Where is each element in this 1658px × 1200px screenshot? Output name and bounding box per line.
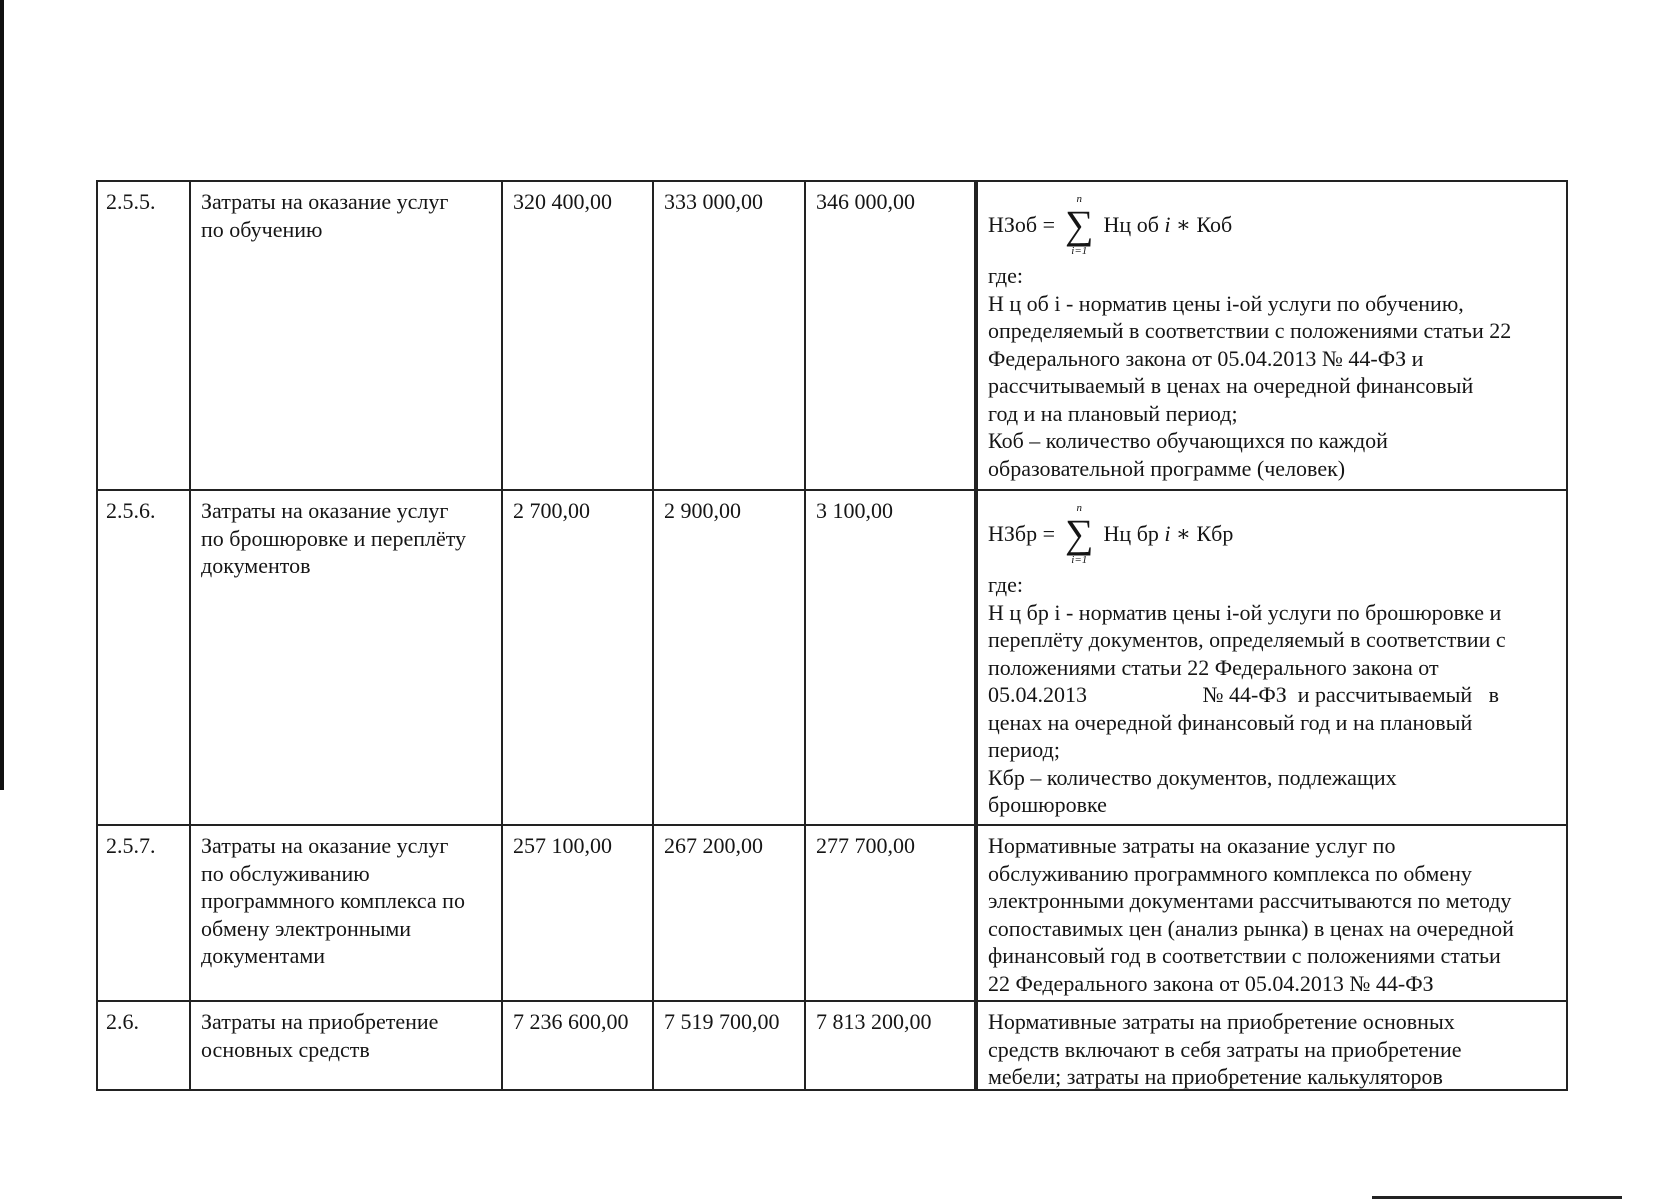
sum-sign bbox=[1065, 502, 1094, 566]
description-line: переплёту документов, определяемый в соответствии с bbox=[988, 627, 1506, 652]
value-year-1: 2 700,00 bbox=[503, 491, 654, 824]
value-year-1: 320 400,00 bbox=[503, 182, 654, 489]
description-line: брошюровке bbox=[988, 792, 1107, 817]
row-name-line: основных средств bbox=[201, 1036, 370, 1062]
description-line: Кбр – количество документов, подлежащих bbox=[988, 764, 1397, 790]
formula-term: Нц об bbox=[1103, 212, 1159, 238]
formula-term: Нц бр bbox=[1103, 521, 1159, 547]
formula-tail: ∗ Кбр bbox=[1176, 521, 1234, 547]
row-name bbox=[191, 491, 503, 824]
formula-right bbox=[1104, 211, 1233, 239]
description-line: Нормативные затраты на оказание услуг по bbox=[988, 833, 1396, 858]
value-year-2: 7 519 700,00 bbox=[654, 1002, 806, 1089]
signature-line bbox=[1372, 1196, 1622, 1199]
row-name-line: Затраты на оказание услуг bbox=[201, 189, 449, 214]
description-line: рассчитываемый в ценах на очередной финансовый bbox=[988, 373, 1474, 398]
row-description bbox=[976, 491, 1568, 824]
row-number: 2.5.6. bbox=[98, 491, 191, 824]
table-row bbox=[98, 182, 1568, 491]
formula bbox=[988, 188, 1556, 262]
description-line: период; bbox=[988, 737, 1060, 762]
sum-sign bbox=[1065, 193, 1094, 257]
formula bbox=[988, 497, 1556, 571]
value-year-3: 7 813 200,00 bbox=[806, 1002, 976, 1089]
row-name-line: документами bbox=[201, 943, 326, 968]
row-name-line: по обслуживанию bbox=[201, 860, 370, 886]
description-line: где: bbox=[988, 263, 1023, 288]
formula-tail: ∗ Коб bbox=[1176, 212, 1233, 238]
row-name-line: по брошюровке и переплёту bbox=[201, 525, 467, 551]
description-line: мебели; затраты на приобретение калькуляторов bbox=[988, 1064, 1443, 1089]
row-number: 2.6. bbox=[98, 1002, 191, 1089]
row-number: 2.5.7. bbox=[98, 826, 191, 1000]
value-year-2: 333 000,00 bbox=[654, 182, 806, 489]
formula-left: НЗбр = bbox=[988, 521, 1056, 547]
value-year-3: 277 700,00 bbox=[806, 826, 976, 1000]
value-year-1: 257 100,00 bbox=[503, 826, 654, 1000]
description-line: 22 Федерального закона от 05.04.2013 № 44-ФЗ bbox=[988, 970, 1434, 996]
row-name-line: программного комплекса по bbox=[201, 888, 465, 913]
value-year-2: 2 900,00 bbox=[654, 491, 806, 824]
formula-right bbox=[1104, 520, 1234, 548]
formula-index: i bbox=[1164, 521, 1171, 547]
table-row bbox=[98, 1002, 1568, 1091]
sum-lower-limit: i=1 bbox=[1071, 554, 1088, 566]
row-name-line: Затраты на приобретение bbox=[201, 1009, 439, 1034]
table-row bbox=[98, 826, 1568, 1002]
description-line: Нормативные затраты на приобретение основных bbox=[988, 1009, 1455, 1034]
formula-left: НЗоб = bbox=[988, 212, 1056, 238]
row-name-line: обмену электронными bbox=[201, 915, 412, 941]
description-line: Н ц бр i - норматив цены i-ой услуги по брошюровке и bbox=[988, 599, 1502, 625]
row-description bbox=[976, 1002, 1568, 1089]
row-number: 2.5.5. bbox=[98, 182, 191, 489]
sum-lower-limit: i=1 bbox=[1071, 245, 1088, 257]
value-year-2: 267 200,00 bbox=[654, 826, 806, 1000]
scan-edge-left bbox=[0, 0, 4, 790]
description-line: обслуживанию программного комплекса по обмену bbox=[988, 860, 1472, 886]
description-line: сопоставимых цен (анализ рынка) в ценах на очередной bbox=[988, 915, 1514, 941]
description-line: электронными документами рассчитываются по методу bbox=[988, 888, 1512, 913]
value-year-3: 346 000,00 bbox=[806, 182, 976, 489]
row-description bbox=[976, 826, 1568, 1000]
description-line: средств включают в себя затраты на приобретение bbox=[988, 1036, 1462, 1062]
description-line: год и на плановый период; bbox=[988, 400, 1238, 426]
value-year-1: 7 236 600,00 bbox=[503, 1002, 654, 1089]
row-name bbox=[191, 826, 503, 1000]
description-line: Федерального закона от 05.04.2013 № 44-ФЗ и bbox=[988, 345, 1424, 371]
description-line: определяемый в соответствии с положениями статьи 22 bbox=[988, 318, 1512, 343]
row-name-line: по обучению bbox=[201, 216, 323, 242]
formula-index: i bbox=[1164, 212, 1171, 238]
table-row bbox=[98, 491, 1568, 826]
row-description bbox=[976, 182, 1568, 489]
description-line: Коб – количество обучающихся по каждой bbox=[988, 428, 1388, 453]
description-line: образовательной программе (человек) bbox=[988, 455, 1346, 481]
sigma-icon: ∑ bbox=[1065, 511, 1094, 556]
row-name-line: Затраты на оказание услуг bbox=[201, 833, 449, 858]
sum-upper-limit: n bbox=[1076, 502, 1083, 514]
row-name bbox=[191, 182, 503, 489]
description-line: положениями статьи 22 Федерального закона от bbox=[988, 654, 1439, 680]
cost-table bbox=[96, 180, 1568, 1091]
description-line: Н ц об i - норматив цены i-ой услуги по обучению, bbox=[988, 290, 1464, 316]
row-name-line: документов bbox=[201, 553, 311, 578]
sum-upper-limit: n bbox=[1076, 193, 1083, 205]
sigma-icon: ∑ bbox=[1065, 202, 1094, 247]
description-line: ценах на очередной финансовый год и на плановый bbox=[988, 709, 1473, 735]
row-name-line: Затраты на оказание услуг bbox=[201, 498, 449, 523]
description-line: 05.04.2013 № 44-ФЗ и рассчитываемый в bbox=[988, 682, 1500, 707]
value-year-3: 3 100,00 bbox=[806, 491, 976, 824]
description-line: финансовый год в соответствии с положениями статьи bbox=[988, 943, 1501, 968]
row-name bbox=[191, 1002, 503, 1089]
description-line: где: bbox=[988, 572, 1023, 597]
